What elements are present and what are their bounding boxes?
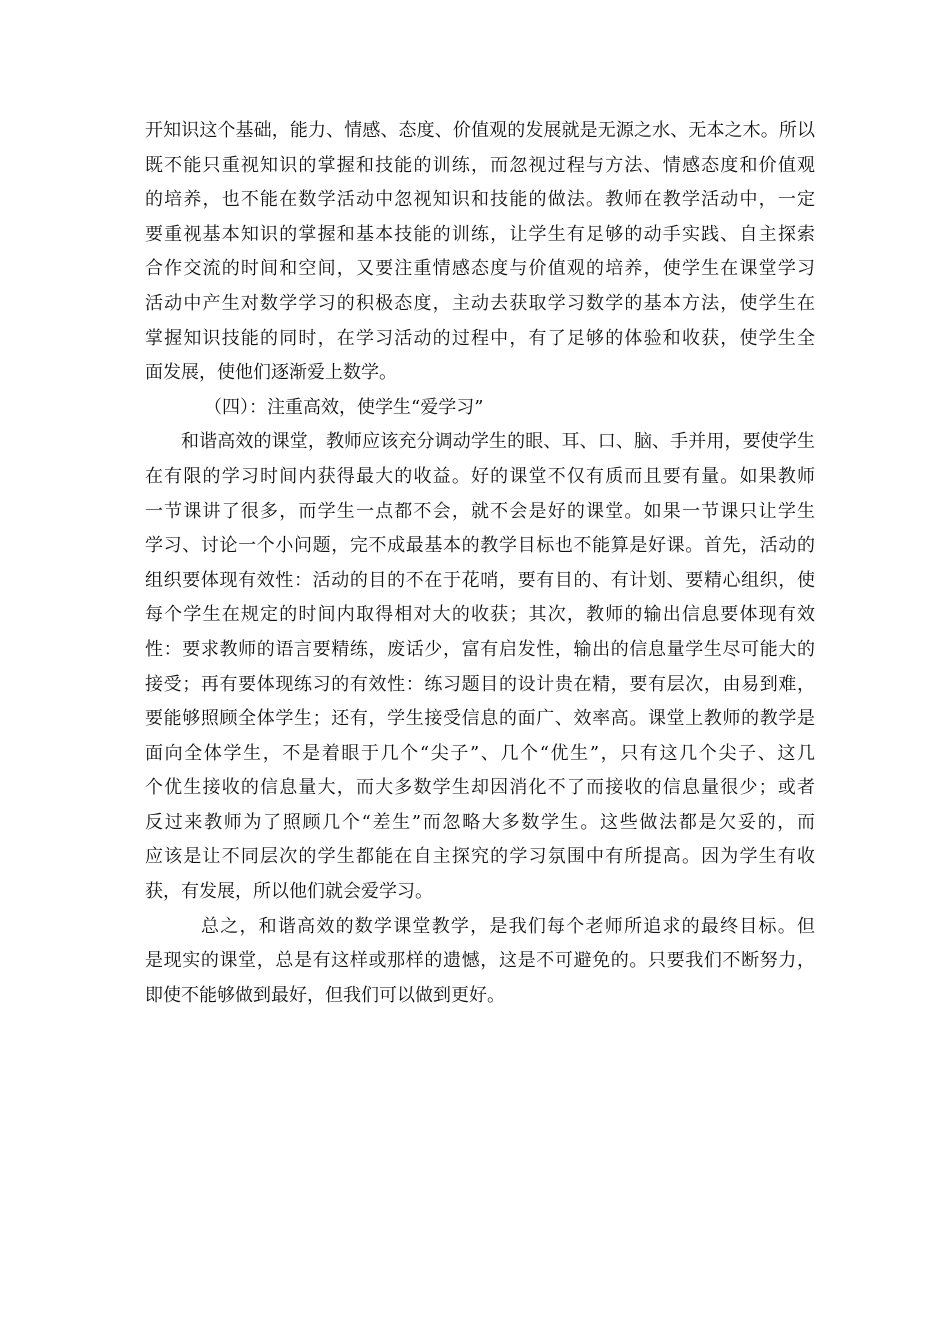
- paragraph-2-line-8: 接受；再有要体现练习的有效性：练习题目的设计贵在精，要有层次，由易到难，: [145, 673, 815, 695]
- paragraph-2-line-7: 性：要求教师的语言要精练，废话少，富有启发性，输出的信息量学生尽可能大的: [145, 638, 815, 660]
- paragraph-2-line-12: 反过来教师为了照顾几个“差生”而忽略大多数学生。这些做法都是欠妥的，而: [145, 811, 815, 833]
- paragraph-2-line-5: 组织要体现有效性：活动的目的不在于花哨，要有目的、有计划、要精心组织，使: [145, 569, 815, 591]
- paragraph-3-line-1: 总之，和谐高效的数学课堂教学，是我们每个老师所追求的最终目标。但: [201, 915, 815, 937]
- paragraph-2-line-2: 在有限的学习时间内获得最大的收益。好的课堂不仅有质而且要有量。如果教师: [145, 465, 815, 487]
- paragraph-2-line-10: 面向全体学生，不是着眼于几个“尖子”、几个“优生”，只有这几个尖子、这几: [145, 742, 815, 764]
- section-heading: （四）：注重高效，使学生“爱学习”: [204, 396, 484, 418]
- paragraph-3-line-2: 是现实的课堂，总是有这样或那样的遗憾，这是不可避免的。只要我们不断努力，: [145, 950, 815, 972]
- paragraph-2-line-6: 每个学生在规定的时间内取得相对大的收获；其次，教师的输出信息要体现有效: [145, 604, 815, 626]
- paragraph-1-line-6: 活动中产生对数学学习的积极态度，主动去获取学习数学的基本方法，使学生在: [145, 292, 815, 314]
- paragraph-2-line-13: 应该是让不同层次的学生都能在自主探究的学习氛围中有所提高。因为学生有收: [145, 846, 815, 868]
- paragraph-1-line-5: 合作交流的时间和空间，又要注重情感态度与价值观的培养，使学生在课堂学习: [145, 258, 815, 280]
- paragraph-2-line-14: 获，有发展，所以他们就会爱学习。: [145, 881, 433, 903]
- document-body: [145, 114, 815, 1013]
- paragraph-1-line-7: 掌握知识技能的同时，在学习活动的过程中，有了足够的体验和收获，使学生全: [145, 327, 815, 349]
- paragraph-2-line-1: 和谐高效的课堂，教师应该充分调动学生的眼、耳、口、脑、手并用，要使学生: [181, 431, 815, 453]
- paragraph-2-line-11: 个优生接收的信息量大，而大多数学生却因消化不了而接收的信息量很少；或者: [145, 777, 815, 799]
- paragraph-1-line-3: 的培养，也不能在数学活动中忽视知识和技能的做法。教师在教学活动中，一定: [145, 189, 815, 211]
- paragraph-2-line-9: 要能够照顾全体学生；还有，学生接受信息的面广、效率高。课堂上教师的教学是: [145, 708, 815, 730]
- paragraph-2-line-3: 一节课讲了很多，而学生一点都不会，就不会是好的课堂。如果一节课只让学生: [145, 500, 815, 522]
- paragraph-3-line-3: 即使不能够做到最好，但我们可以做到更好。: [145, 984, 505, 1006]
- paragraph-1-line-2: 既不能只重视知识的掌握和技能的训练，而忽视过程与方法、情感态度和价值观: [145, 154, 815, 176]
- paragraph-1-line-1: 开知识这个基础，能力、情感、态度、价值观的发展就是无源之水、无本之木。所以: [145, 120, 815, 141]
- paragraph-2-line-4: 学习、讨论一个小问题，完不成最基本的教学目标也不能算是好课。首先，活动的: [145, 535, 815, 557]
- paragraph-1-line-4: 要重视基本知识的掌握和基本技能的训练，让学生有足够的动手实践、自主探索: [145, 223, 815, 245]
- paragraph-1-line-8: 面发展，使他们逐渐爱上数学。: [145, 362, 397, 384]
